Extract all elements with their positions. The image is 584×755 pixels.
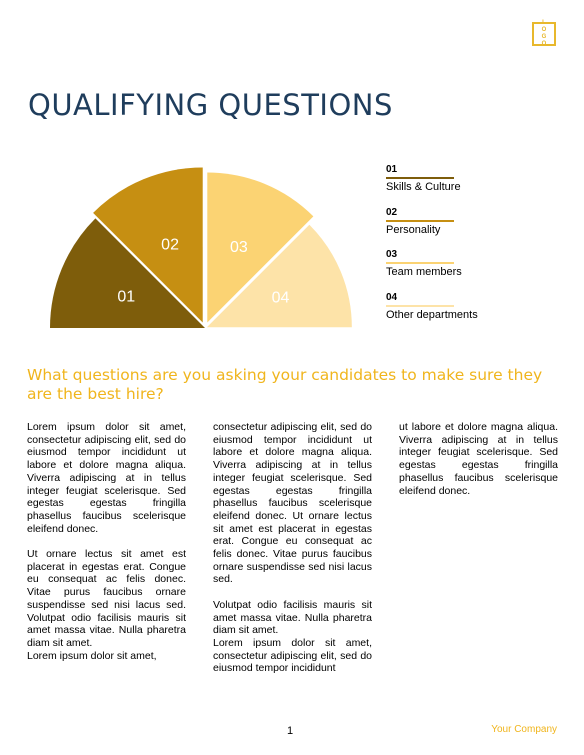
page-title: QUALIFYING QUESTIONS (28, 88, 393, 122)
legend-number: 01 (386, 164, 398, 175)
paragraph: Volutpat odio facilisis mauris sit amet massa vitae. Nulla pharetra diam sit amet. (213, 598, 372, 637)
legend-item (386, 249, 486, 292)
text-column-3 (399, 421, 558, 497)
paragraph: Lorem ipsum dolor sit amet, consectetur adipiscing elit, sed do eiusmod tempor incididunt ut labore et dolore magna aliqua. Viverra adipiscing at in tellus integer feugiat scelerisque. Sed egestas egestas fringilla phasellus faucibus scelerisque eleifend donec. (27, 421, 186, 535)
legend-number: 02 (386, 206, 398, 218)
company-name: Your Company (491, 724, 557, 735)
pie-slice-label: 01 (117, 288, 136, 306)
legend-item (386, 292, 486, 335)
pie-slice-label: 03 (229, 239, 248, 257)
text-column-1 (27, 421, 186, 662)
legend-color-bar (386, 177, 454, 179)
legend-color-bar (386, 305, 454, 307)
semicircle-pie-chart (40, 160, 370, 340)
logo-letter: G (541, 34, 547, 40)
section-subtitle: What questions are you asking your candidates to make sure they are the best hire? (27, 366, 543, 403)
paragraph: ut labore et dolore magna aliqua. Viverra adipiscing at in tellus integer feugiat scelerisque. Sed egestas egestas fringilla phasellus faucibus scelerisque eleifend donec. (399, 421, 558, 497)
paragraph: Ut ornare lectus sit amet est placerat in egestas erat. Congue eu consequat ac felis donec. Vitae purus faucibus ornare suspendisse sed nisi lacus sed. Volutpat odio facilisis mauris sit amet massa vitae. Nulla pharetra diam sit amet. (27, 548, 186, 649)
logo (532, 22, 556, 46)
paragraph: Lorem ipsum dolor sit amet, (27, 649, 157, 662)
logo-letter: O (541, 41, 547, 47)
legend-color-bar (386, 262, 454, 264)
logo-letter: O (541, 27, 547, 33)
legend-color-bar (386, 220, 454, 222)
legend-label: Personality (386, 223, 441, 236)
legend-item (386, 207, 486, 250)
pie-slice-label: 04 (271, 289, 290, 307)
paragraph: Lorem ipsum dolor sit amet, consectetur adipiscing elit, sed do eiusmod tempor incididunt (213, 636, 372, 675)
logo-letter: L (542, 20, 546, 26)
chart-legend (386, 164, 486, 334)
legend-label: Team members (386, 266, 462, 278)
legend-number: 04 (386, 291, 398, 303)
text-column-2 (213, 421, 372, 675)
legend-number: 03 (386, 249, 398, 260)
page-number: 1 (287, 725, 294, 737)
legend-item (386, 164, 486, 207)
legend-label: Other departments (386, 308, 478, 321)
paragraph: consectetur adipiscing elit, sed do eiusmod tempor incididunt ut labore et dolore magna aliqua. Viverra adipiscing at in tellus integer feugiat scelerisque. Sed egestas egestas fringilla phasellus faucibus scelerisque eleifend donec. Ut ornare lectus sit amet est placerat in egestas erat. Congue eu consequat ac felis donec. Vitae purus faucibus ornare suspendisse sed nisi lacus sed. (213, 421, 372, 586)
pie-slice-label: 02 (161, 236, 179, 254)
legend-label: Skills & Culture (386, 181, 461, 193)
